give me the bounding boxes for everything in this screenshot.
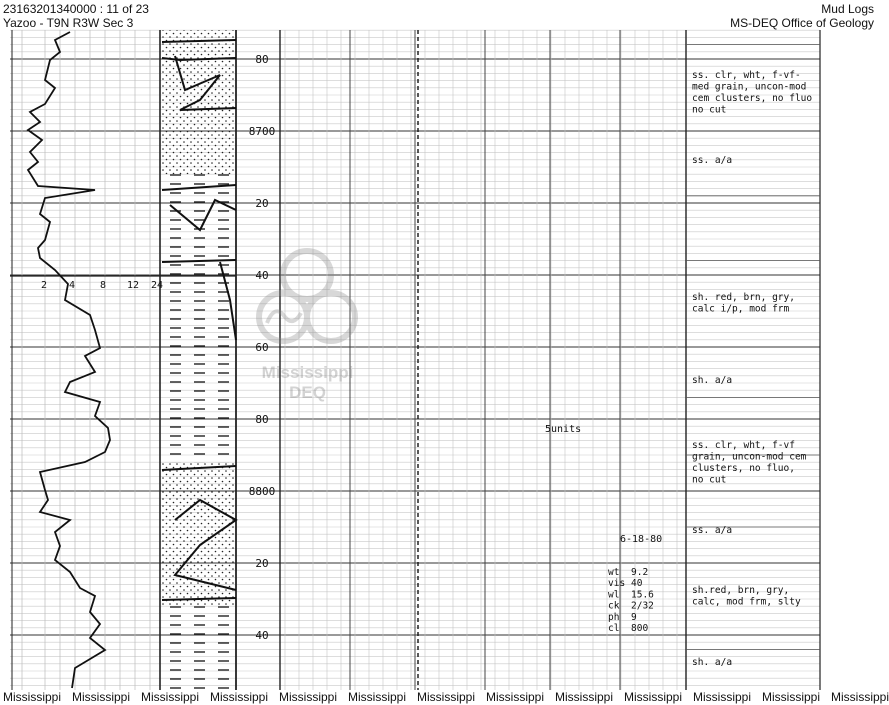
drill-rate-scale-tick: 4 [68,280,76,291]
lithology-bed [162,606,236,690]
mud-property-key: wt [608,567,620,578]
footer-watermark-text: Mississippi [831,690,889,704]
mud-property-key: cl [608,623,620,634]
depth-label: 80 [255,413,269,426]
document-type: Mud Logs [821,2,874,16]
lithology-column [162,30,236,690]
lithology-bed [162,462,236,545]
footer-watermark-text: Mississippi [555,690,614,704]
lithology-note-line: clusters, no fluo, [692,463,795,474]
lithology-note-line: no cut [692,474,727,486]
mud-property-key: wl [608,589,620,601]
mud-property-value: 9.2 [631,567,649,578]
depth-label: 40 [255,269,269,282]
depth-label: 20 [255,197,269,210]
lithology-note-line: cem clusters, no fluo [692,93,813,104]
watermark-line-2: DEQ [289,383,326,402]
mud-property-key: vis [608,578,626,590]
drill-rate-curve [28,32,110,688]
drill-rate-scale-tick: 8 [99,280,107,291]
document-id: 23163201340000 : 11 of 23 [3,2,149,16]
lithology-bed [162,394,236,462]
lithology-note-line: grain, uncon-mod cem [692,451,807,463]
footer-watermark-text: Mississippi [210,690,269,704]
depth-label: 8700 [248,125,276,138]
footer-watermark-text: Mississippi [693,690,752,704]
lithology-note-line: calc, mod frm, slty [692,596,801,608]
mud-property-value: 2/32 [631,600,654,612]
depth-label: 80 [255,53,269,66]
mud-property-value: 9 [631,611,637,623]
depth-label: 60 [255,341,269,354]
footer-watermark-strip [0,690,889,705]
lithology-note-line: no cut [692,104,727,116]
drill-rate-scale-tick: 24 [150,280,164,291]
drill-rate-line [28,32,110,688]
lithology-bed [162,545,236,606]
footer-watermark-text: Mississippi [762,690,821,704]
footer-watermark-text: Mississippi [279,690,338,704]
footer-watermark-text: Mississippi [141,690,200,704]
watermark-line-1: Mississippi [261,363,354,382]
mud-property-value: 40 [631,578,643,590]
lithology-note-line: ss. clr, wht, f-vf- [692,70,801,81]
footer-watermark-text: Mississippi [72,690,131,704]
gas-track [545,424,662,634]
lithology-note-line: sh. a/a [692,657,733,668]
lithology-note-line: ss. a/a [692,155,733,166]
footer-watermark-text: Mississippi [348,690,407,704]
mud-property-key: ck [608,600,620,612]
mud-property-value: 800 [631,623,649,634]
drill-rate-scale-tick: 12 [126,280,140,291]
gas-units-annotation: 5units [545,424,582,435]
depth-label: 8800 [248,485,276,498]
footer-watermark-text: Mississippi [624,690,683,704]
well-location: Yazoo - T9N R3W Sec 3 [3,16,134,30]
lithology-note-line: calc i/p, mod frm [692,303,790,315]
lithology-note-line: ss. clr, wht, f-vf [692,440,795,451]
lithology-bed [162,102,236,174]
lithology-note-line: sh. a/a [692,375,733,386]
mud-property-value: 15.6 [631,589,654,601]
drill-rate-scale-tick: 2 [40,280,48,291]
depth-label: 40 [255,629,269,642]
footer-watermark-text: Mississippi [3,690,62,704]
lithology-note-line: sh. red, brn, gry, [692,292,795,303]
footer-watermark-text: Mississippi [486,690,545,704]
lithology-note-line: ss. a/a [692,525,733,536]
footer-watermark-text: Mississippi [417,690,476,704]
lithology-note-line: sh.red, brn, gry, [692,585,790,596]
depth-label: 20 [255,557,269,570]
mud-date: 6-18-80 [620,534,663,545]
agency-name: MS-DEQ Office of Geology [730,16,874,30]
mud-property-key: ph [608,611,620,623]
lithology-note-line: med grain, uncon-mod [692,81,807,93]
